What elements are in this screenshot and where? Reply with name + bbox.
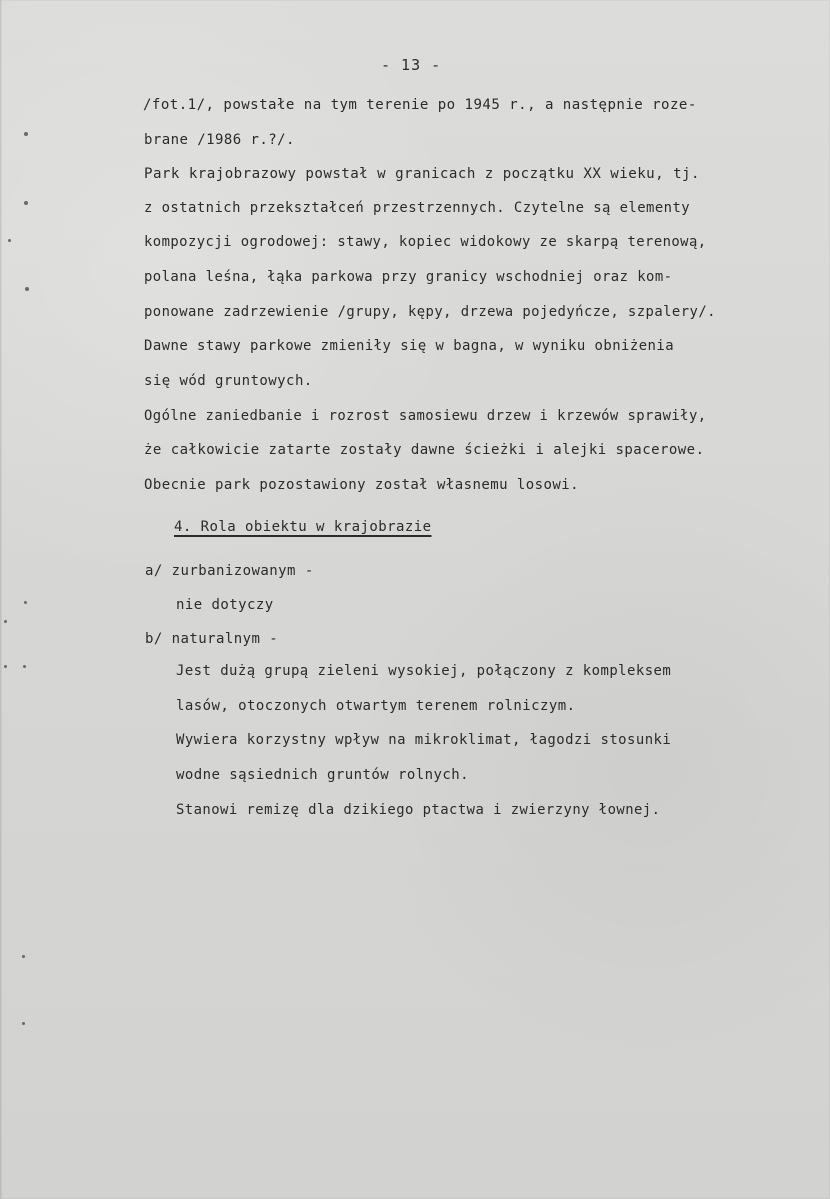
list-item-a-label: a/ zurbanizowanym -	[145, 563, 314, 579]
body-line: brane /1986 r.?/.	[144, 132, 295, 148]
body-line: Dawne stawy parkowe zmieniły się w bagna, w wyniku obniżenia	[144, 338, 675, 354]
body-line: /fot.1/, powstałe na tym terenie po 1945 r., a następnie roze-	[143, 97, 697, 113]
list-item-a-value: nie dotyczy	[176, 597, 274, 613]
paper-edge	[0, 0, 2, 1199]
page-number: - 13 -	[381, 56, 442, 74]
body-line: z ostatnich przekształceń przestrzennych. Czytelne są elementy	[144, 200, 691, 216]
left-margin-mark	[23, 665, 26, 668]
left-margin-mark	[25, 287, 29, 291]
left-margin-mark	[22, 1022, 25, 1025]
list-item-b-line: Jest dużą grupą zieleni wysokiej, połączony z kompleksem	[176, 663, 672, 679]
body-line: Park krajobrazowy powstał w granicach z początku XX wieku, tj.	[144, 166, 700, 182]
left-margin-mark	[22, 955, 25, 958]
body-line: ponowane zadrzewienie /grupy, kępy, drzewa pojedyńcze, szpalery/.	[144, 304, 716, 320]
section-heading: 4. Rola obiektu w krajobrazie	[174, 519, 432, 535]
body-line: się wód gruntowych.	[144, 373, 313, 389]
left-margin-mark	[8, 239, 11, 242]
list-item-b-label: b/ naturalnym -	[145, 631, 279, 647]
list-item-b-line: Wywiera korzystny wpływ na mikroklimat, łagodzi stosunki	[176, 732, 672, 748]
left-margin-mark	[24, 132, 28, 136]
left-margin-mark	[24, 601, 27, 604]
body-line: kompozycji ogrodowej: stawy, kopiec widokowy ze skarpą terenową,	[144, 234, 707, 250]
list-item-b-line: wodne sąsiednich gruntów rolnych.	[176, 767, 469, 783]
left-margin-mark	[4, 665, 7, 668]
list-item-b-line: Stanowi remizę dla dzikiego ptactwa i zwierzyny łownej.	[176, 802, 661, 818]
body-line: polana leśna, łąka parkowa przy granicy wschodniej oraz kom-	[144, 269, 673, 285]
list-item-b-line: lasów, otoczonych otwartym terenem rolniczym.	[176, 698, 576, 714]
left-margin-mark	[24, 201, 28, 205]
body-line: Ogólne zaniedbanie i rozrost samosiewu drzew i krzewów sprawiły,	[144, 408, 707, 424]
body-line: Obecnie park pozostawiony został własnemu losowi.	[144, 477, 580, 493]
left-margin-mark	[4, 620, 7, 623]
body-line: że całkowicie zatarte zostały dawne ścieżki i alejki spacerowe.	[144, 442, 705, 458]
